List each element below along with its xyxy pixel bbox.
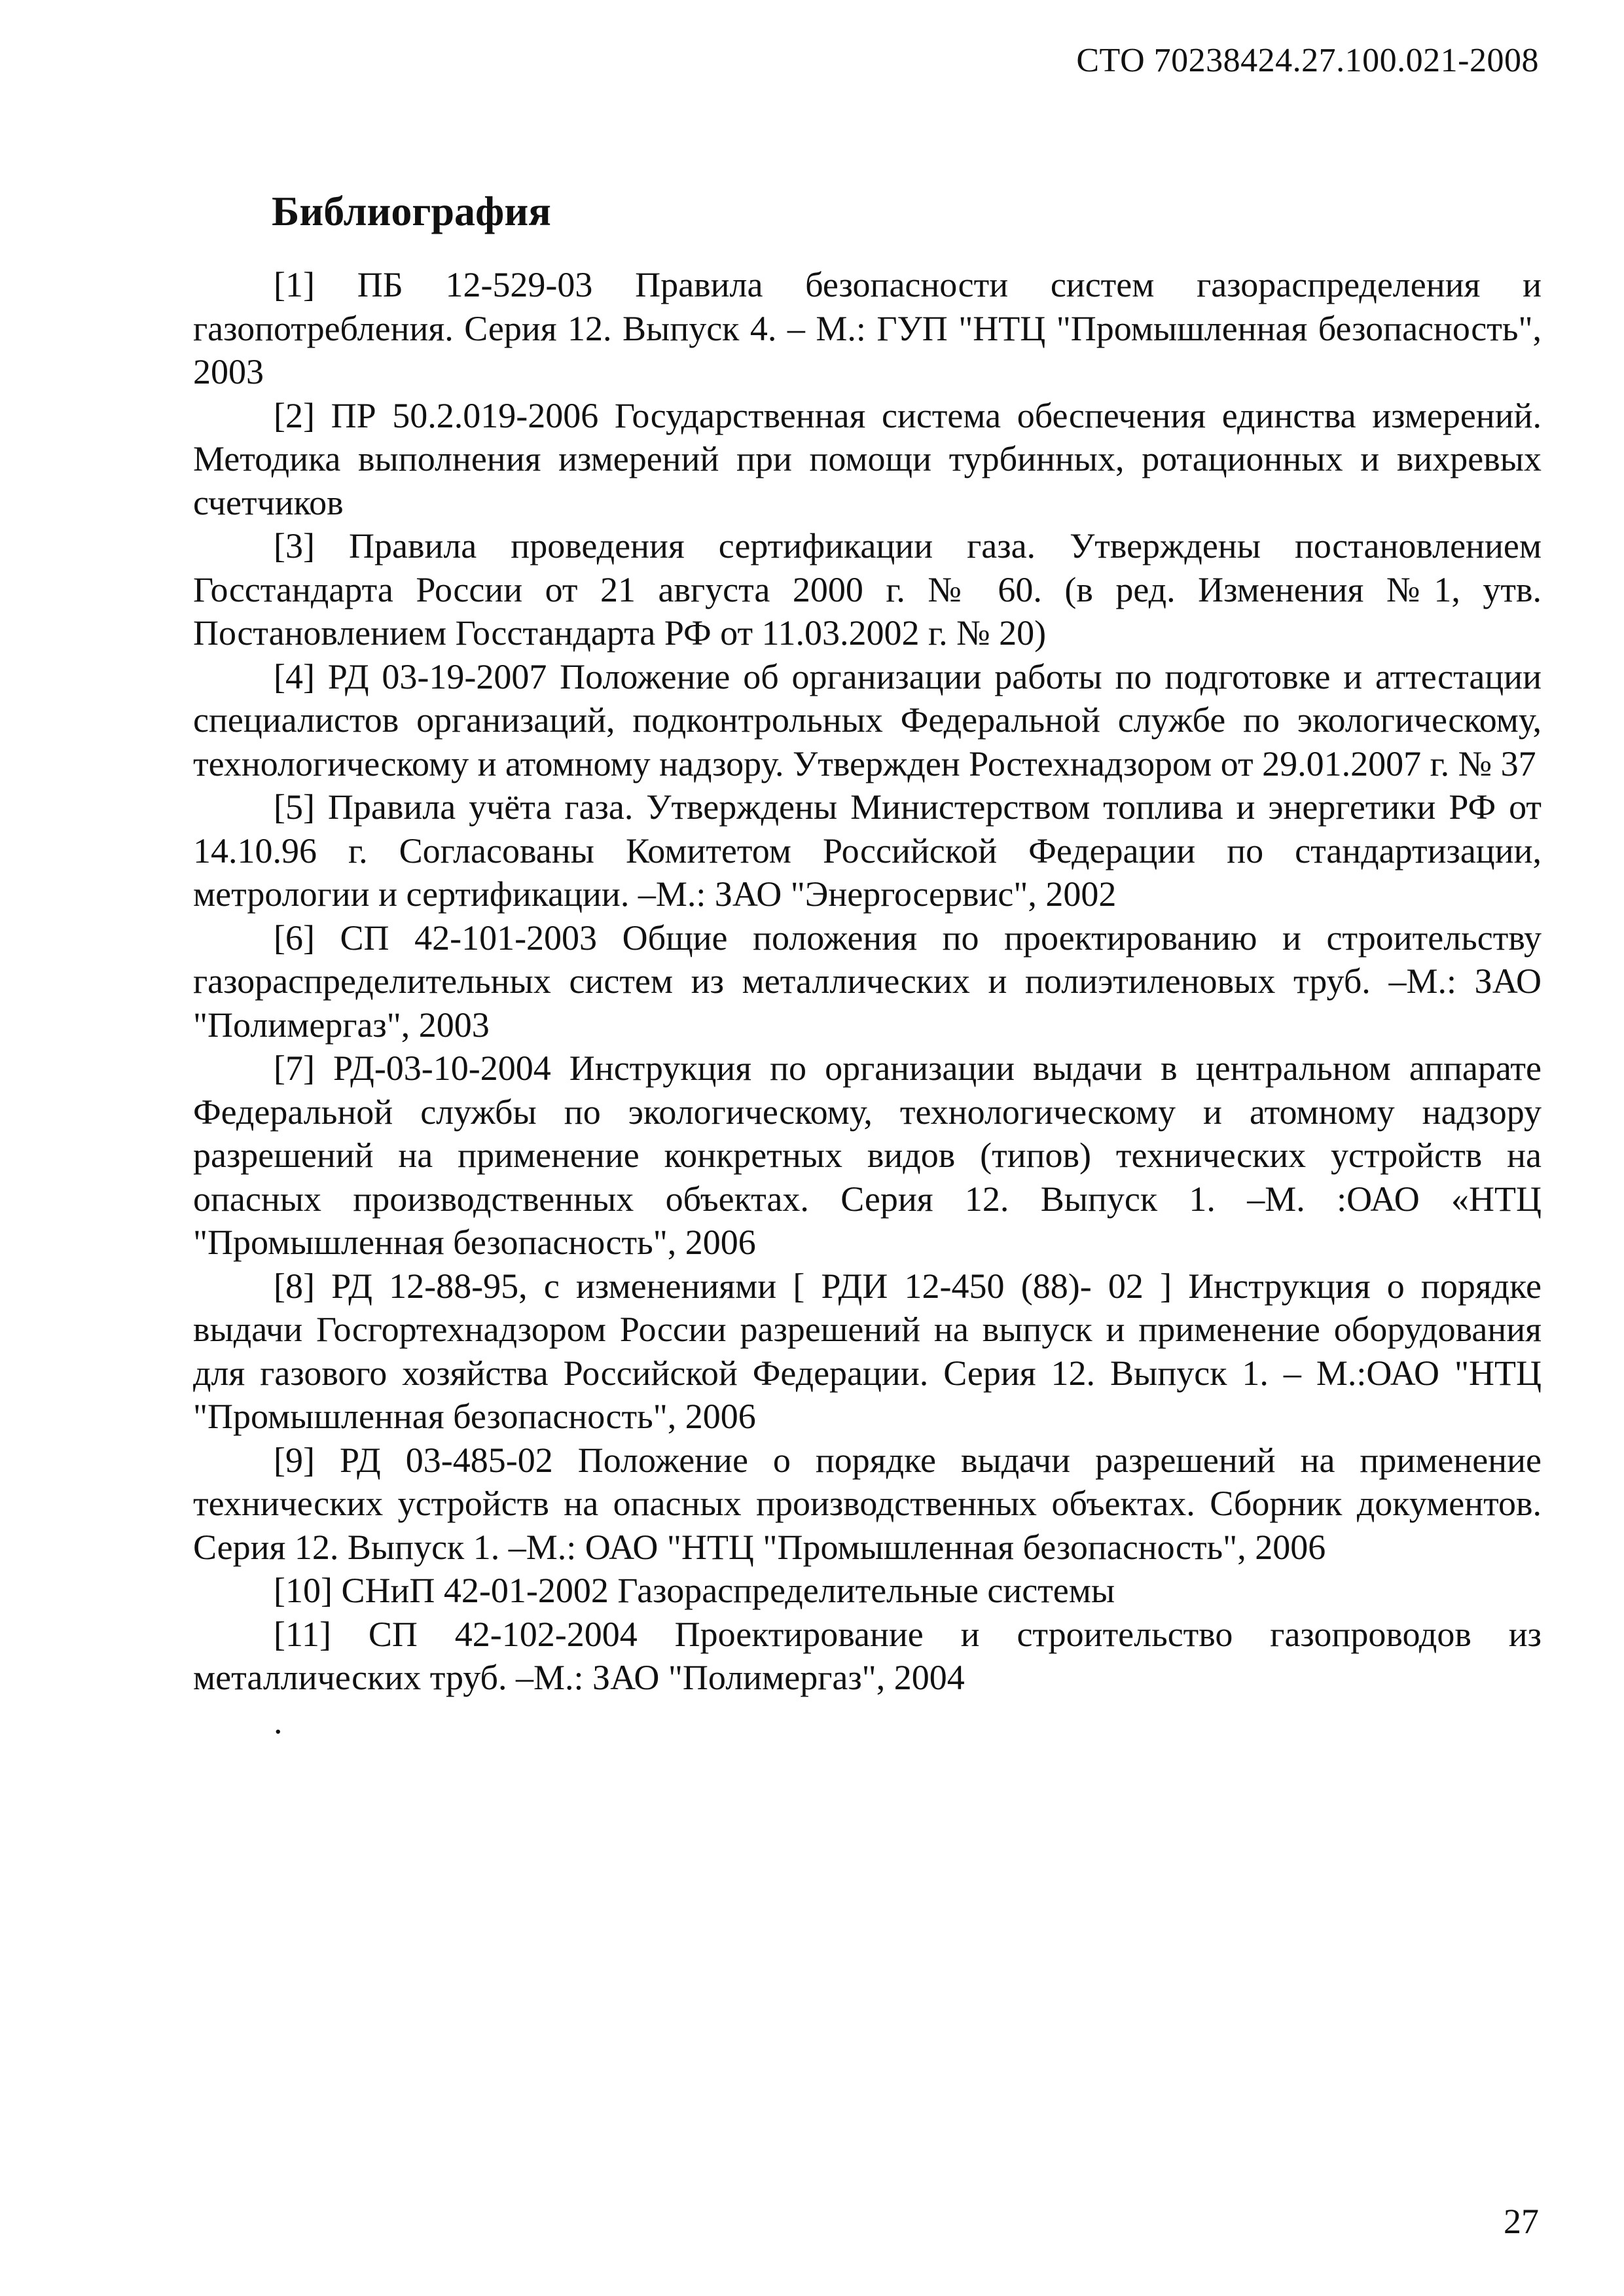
reference-item: [4] РД 03-19-2007 Положение об организации работы по подготовке и аттестации специалистов организаций, подконтрольных Федеральной службе по экологическому, технологическому и атомному надзору. Утвержден Ростехнадзором от 29.01.2007 г. № 37 <box>193 656 1542 783</box>
reference-item: [2] ПР 50.2.019-2006 Государственная система обеспечения единства измерений. Методика выполнения измерений при помощи турбинных, ротационных и вихревых счетчиков <box>193 395 1542 522</box>
bibliography-list <box>193 263 1542 1743</box>
reference-item: [1] ПБ 12-529-03 Правила безопасности систем газораспределения и газопотребления. Серия 12. Выпуск 4. – М.: ГУП "НТЦ "Промышленная безопасность", 2003 <box>193 265 1542 391</box>
trailing-mark: . <box>274 1701 283 1741</box>
reference-item: [10] СНиП 42-01-2002 Газораспределительные системы <box>274 1571 1115 1610</box>
reference-item: [9] РД 03-485-02 Положение о порядке выдачи разрешений на применение технических устройств на опасных производственных объектах. Сборник документов. Серия 12. Выпуск 1. –М.: ОАО "НТЦ "Промышленная безопасность", 2006 <box>193 1440 1542 1567</box>
reference-item: [8] РД 12-88-95, с изменениями [ РДИ 12-450 (88)- 02 ] Инструкция о порядке выдачи Госгортехнадзором России разрешений на выпуск и применение оборудования для газового хозяйства Российской Федерации. Серия 12. Выпуск 1. – М.:ОАО "НТЦ "Промышленная безопасность", 2006 <box>193 1266 1542 1436</box>
reference-item: [7] РД-03-10-2004 Инструкция по организации выдачи в центральном аппарате Федеральной службы по экологическому, технологическому и атомному надзору разрешений на применение конкретных видов (типов) технических устройств на опасных производственных объектах. Серия 12. Выпуск 1. –М. :ОАО «НТЦ "Промышленная безопасность", 2006 <box>193 1049 1542 1262</box>
reference-item: [11] СП 42-102-2004 Проектирование и строительство газопроводов из металлических труб. –М.: ЗАО "Полимергаз", 2004 <box>193 1614 1542 1697</box>
reference-item: [6] СП 42-101-2003 Общие положения по проектированию и строительству газораспределительных систем из металлических и полиэтиленовых труб. –М.: ЗАО "Полимергаз", 2003 <box>193 918 1542 1045</box>
reference-item: [5] Правила учёта газа. Утверждены Министерством топлива и энергетики РФ от 14.10.96 г. Согласованы Комитетом Российской Федерации по стандартизации, метрологии и сертификации. –М.: ЗАО "Энергосервис", 2002 <box>193 787 1542 914</box>
section-title: Библиография <box>272 188 551 234</box>
page-number: 27 <box>1504 2202 1539 2241</box>
document-code: СТО 70238424.27.100.021-2008 <box>1076 42 1539 79</box>
reference-item: [3] Правила проведения сертификации газа. Утверждены постановлением Госстандарта России от 21 августа 2000 г. № 60. (в ред. Изменения №1, утв. Постановлением Госстандарта РФ от 11.03.2002 г. № 20) <box>193 526 1542 653</box>
